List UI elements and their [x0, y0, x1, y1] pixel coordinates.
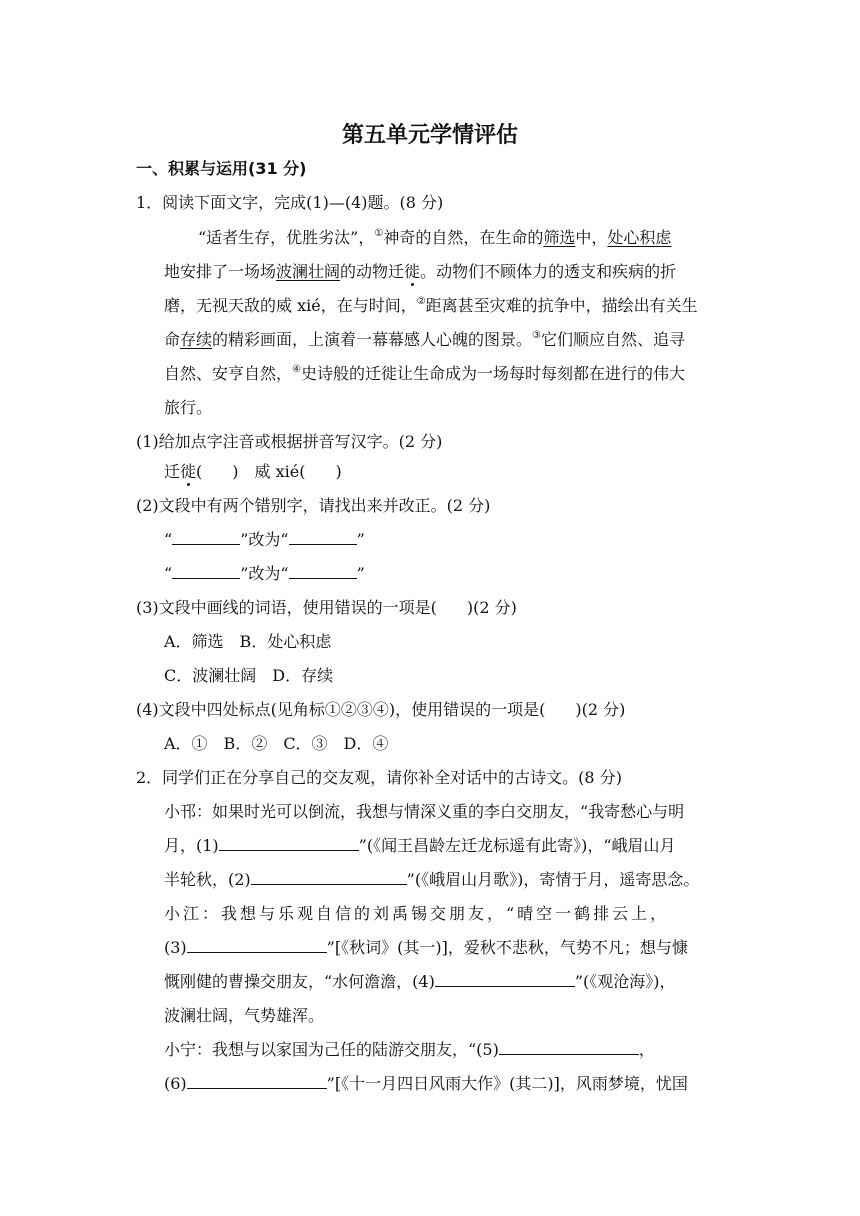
- marker-1: ①: [374, 228, 384, 239]
- answer-blank[interactable]: [187, 1074, 327, 1089]
- marker-3: ③: [532, 330, 542, 341]
- dialogue-line: 波澜壮阔，气势雄浑。: [164, 1006, 325, 1025]
- marker-2: ②: [416, 296, 426, 307]
- subquestion-1-answer: 迁徙( ) 威 xié( ): [164, 462, 342, 481]
- answer-blank[interactable]: [289, 564, 357, 579]
- answer-blank[interactable]: [172, 564, 240, 579]
- answer-blank[interactable]: [187, 938, 327, 953]
- dialogue-line: 慨刚健的曹操交朋友，“水何澹澹，(4) ”(《观沧海》)，: [164, 972, 676, 991]
- passage-line-4: 命存续的精彩画面，上演着一幕幕感人心魄的图景。③它们顺应自然、追寻: [164, 330, 686, 349]
- underlined-word: 处心积虑: [607, 228, 672, 247]
- section-heading: 一、积累与运用(31 分): [136, 159, 307, 178]
- correction-line-1: “ ”改为“ ”: [164, 530, 365, 549]
- dotted-char: 徙: [180, 462, 197, 481]
- question-1-stem: 1．阅读下面文字，完成(1)—(4)题。(8 分): [136, 193, 444, 212]
- dialogue-line: (6) ”[《十一月四日风雨大作》(其二)]，风雨梦境，忧国: [164, 1074, 688, 1093]
- subquestion-2: (2)文段中有两个错别字，请找出来并改正。(2 分): [136, 496, 491, 515]
- answer-blank[interactable]: [289, 530, 357, 545]
- answer-blank[interactable]: [172, 530, 240, 545]
- dialogue-line: 小宁：我想与以家国为己任的陆游交朋友，“(5) ，: [164, 1040, 655, 1059]
- answer-blank[interactable]: [435, 972, 575, 987]
- options-row: C．波澜壮阔 D．存续: [164, 666, 334, 685]
- subquestion-4: (4)文段中四处标点(见角标①②③④)，使用错误的一项是( )(2 分): [136, 700, 626, 719]
- passage-line-3: 磨，无视天敌的威 xié，在与时间，②距离甚至灾难的抗争中，描绘出有关生: [164, 296, 698, 315]
- underlined-word: 筛选: [543, 228, 576, 247]
- passage-line-1: “适者生存，优胜劣汰”，①神奇的自然，在生命的筛选中，处心积虑: [198, 228, 672, 247]
- dialogue-line: (3) ”[《秋词》(其一)]，爱秋不悲秋，气势不凡；想与慷: [164, 938, 688, 957]
- passage-line-6: 旅行。: [164, 398, 213, 417]
- dialogue-line: 半轮秋，(2) ”(《峨眉山月歌》)，寄情于月，遥寄思念。: [164, 870, 700, 889]
- question-2-stem: 2．同学们正在分享自己的交友观，请你补全对话中的古诗文。(8 分): [136, 768, 622, 787]
- page-title: 第五单元学情评估: [341, 123, 518, 148]
- passage-line-2: 地安排了一场场波澜壮阔的动物迁徙。动物们不顾体力的透支和疾病的折: [164, 262, 677, 281]
- answer-blank[interactable]: [251, 870, 407, 885]
- underlined-word: 波澜壮阔: [276, 262, 341, 281]
- subquestion-3: (3)文段中画线的词语，使用错误的一项是( )(2 分): [136, 598, 517, 617]
- dialogue-line: 月，(1) ”(《闻王昌龄左迁龙标遥有此寄》)，“峨眉山月: [164, 836, 676, 855]
- options-row: A．① B．② C．③ D．④: [164, 734, 389, 753]
- answer-blank[interactable]: [499, 1040, 639, 1055]
- marker-4: ④: [292, 364, 301, 375]
- passage-line-5: 自然、安亨自然，④史诗般的迁徙让生命成为一场每时每刻都在进行的伟大: [164, 364, 685, 383]
- dotted-char: 徙: [404, 262, 421, 281]
- answer-blank[interactable]: [219, 836, 359, 851]
- dialogue-line: 小邗：如果时光可以倒流，我想与情深义重的李白交朋友，“我寄愁心与明: [164, 802, 685, 821]
- underlined-word: 存续: [180, 330, 213, 349]
- dialogue-line: 小江：我想与乐观自信的刘禹锡交朋友，“晴空一鹤排云上，: [164, 904, 670, 923]
- correction-line-2: “ ”改为“ ”: [164, 564, 365, 583]
- options-row: A．筛选 B．处心积虑: [164, 632, 332, 651]
- subquestion-1: (1)给加点字注音或根据拼音写汉字。(2 分): [136, 432, 443, 451]
